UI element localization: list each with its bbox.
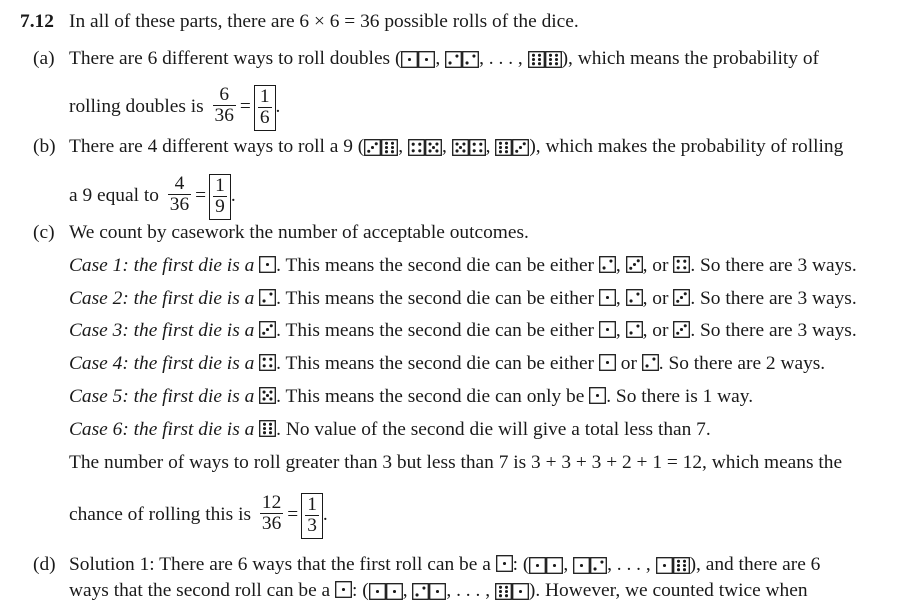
part-b-text1: There are 4 different ways to roll a 9 (	[69, 136, 365, 157]
die-face-1-icon	[418, 51, 435, 68]
die-icon	[673, 255, 690, 276]
die-icon	[599, 288, 616, 309]
dice-pair	[656, 555, 690, 579]
case-6: Case 6: the first die is a . No value of the second die will give a total less than 7.	[69, 419, 711, 440]
die-face-2-icon	[462, 51, 479, 68]
die-face-1-icon	[386, 583, 403, 600]
ellipsis: , . . . ,	[446, 580, 495, 601]
die-face-1-icon	[599, 354, 616, 371]
die-icon	[626, 288, 643, 309]
die-icon	[259, 386, 276, 407]
die-face-2-icon	[626, 321, 643, 338]
die-icon	[335, 580, 352, 601]
case-3-label: Case 3: the first die is a	[69, 320, 255, 341]
die-face-6-icon	[495, 139, 512, 156]
part-c-final: chance of rolling this is $\frac{12}{36}$ = $\frac{1}{3}$ .	[69, 493, 328, 539]
die-face-3-icon	[259, 321, 276, 338]
die-face-5-icon	[425, 139, 442, 156]
die-face-2-icon	[590, 557, 607, 574]
die-face-1-icon	[259, 256, 276, 273]
die-face-1-icon	[335, 581, 352, 598]
die-face-3-icon	[512, 139, 529, 156]
die-face-2-icon	[626, 289, 643, 306]
die-icon	[626, 255, 643, 276]
die-icon	[259, 419, 276, 440]
die-icon	[673, 288, 690, 309]
die-face-3-icon	[673, 289, 690, 306]
die-face-2-icon	[259, 289, 276, 306]
die-face-4-icon	[259, 354, 276, 371]
part-c-summary: The number of ways to roll greater than 3 but less than 7 is 3 + 3 + 3 + 2 + 1 = 12, which means the	[69, 452, 843, 473]
die-icon	[589, 386, 606, 407]
problem-intro: In all of these parts, there are 6 × 6 = 36 possible rolls of the dice.	[69, 11, 579, 32]
die-face-1-icon	[401, 51, 418, 68]
part-a-label: (a)	[33, 48, 55, 69]
case-6-label: Case 6: the first die is a	[69, 419, 255, 440]
part-a-fraction: $\frac{6}{36}$	[214, 84, 234, 126]
die-icon	[259, 255, 276, 276]
case-3: Case 3: the first die is a . This means the second die can be either , , or . So there are 3 ways.	[69, 320, 857, 341]
part-a-text3: rolling doubles is	[69, 95, 204, 117]
die-icon	[259, 353, 276, 374]
die-face-2-icon	[642, 354, 659, 371]
part-b-line1	[69, 135, 843, 161]
case-4-label: Case 4: the first die is a	[69, 353, 255, 374]
die-face-3-icon	[673, 321, 690, 338]
die-face-1-icon	[529, 557, 546, 574]
part-b-line2: a 9 equal to $\frac{4}{36}$ = $\frac{1}{9}$ .	[69, 174, 236, 220]
die-icon	[642, 353, 659, 374]
part-b-answer-box: $\frac{1}{9}$	[209, 174, 231, 220]
case-5-label: Case 5: the first die is a	[69, 386, 255, 407]
die-face-4-icon	[408, 139, 425, 156]
part-a-text1: There are 6 different ways to roll doubles (	[69, 48, 402, 69]
part-c-fraction: $\frac{12}{36}$	[261, 492, 282, 534]
case-4: Case 4: the first die is a . This means the second die can be either or . So there are 2 ways.	[69, 353, 826, 374]
die-face-2-icon	[599, 256, 616, 273]
die-face-6-icon	[528, 51, 545, 68]
ellipsis: , . . . ,	[479, 48, 528, 69]
die-face-1-icon	[573, 557, 590, 574]
part-c-label: (c)	[33, 222, 55, 243]
case-1-label: Case 1: the first die is a	[69, 255, 255, 276]
die-icon	[599, 320, 616, 341]
part-b-fraction: $\frac{4}{36}$	[169, 173, 190, 215]
die-icon	[626, 320, 643, 341]
die-icon	[496, 554, 513, 575]
die-face-1-icon	[656, 557, 673, 574]
die-face-1-icon	[546, 557, 563, 574]
part-b-text2: ), which makes the probability of rolling	[529, 136, 844, 157]
die-face-3-icon	[626, 256, 643, 273]
die-face-6-icon	[495, 583, 512, 600]
die-face-6-icon	[259, 420, 276, 437]
doubles-dice-list: , , . . . ,	[401, 48, 561, 69]
die-icon	[599, 255, 616, 276]
dice-pair	[528, 49, 562, 73]
die-icon	[673, 320, 690, 341]
part-b-label: (b)	[33, 136, 56, 157]
part-c-intro: We count by casework the number of acceptable outcomes.	[69, 222, 529, 243]
die-face-1-icon	[429, 583, 446, 600]
die-face-3-icon	[364, 139, 381, 156]
die-face-1-icon	[589, 387, 606, 404]
die-face-5-icon	[452, 139, 469, 156]
case-2-label: Case 2: the first die is a	[69, 288, 255, 309]
die-face-1-icon	[599, 289, 616, 306]
dice-pair	[495, 137, 529, 161]
case-2: Case 2: the first die is a . This means the second die can be either , , or . So there are 3 ways.	[69, 288, 857, 309]
dice-pair	[452, 137, 486, 161]
case-5: Case 5: the first die is a . This means the second die can only be . So there is 1 way.	[69, 386, 754, 407]
part-a-line2: rolling doubles is $\frac{6}{36}$ = $\frac{1}{6}$ .	[69, 85, 280, 131]
part-a-text2: ), which means the probability of	[561, 48, 819, 69]
die-face-6-icon	[545, 51, 562, 68]
case-1: Case 1: the first die is a . This means the second die can be either , , or . So there are 3 ways.	[69, 255, 857, 276]
die-face-1-icon	[599, 321, 616, 338]
part-d-line2: ways that the second roll can be a : ( , , . . . , ). However, we counted twice when	[69, 579, 808, 605]
problem-number: 7.12	[20, 11, 54, 32]
nine-dice-list: , , ,	[364, 136, 529, 157]
part-c-answer-box: $\frac{1}{3}$	[301, 493, 323, 539]
dice-pair	[495, 581, 529, 605]
die-face-6-icon	[673, 557, 690, 574]
die-face-6-icon	[381, 139, 398, 156]
problem-header	[20, 10, 54, 34]
part-b-text3: a 9 equal to	[69, 184, 159, 206]
dice-pair	[445, 49, 479, 73]
die-icon	[259, 288, 276, 309]
die-face-1-icon	[369, 583, 386, 600]
part-d-line1: Solution 1: There are 6 ways that the first roll can be a : ( , , . . . , ), and there are 6	[69, 553, 820, 579]
die-face-2-icon	[412, 583, 429, 600]
die-face-4-icon	[469, 139, 486, 156]
dice-pair	[369, 581, 403, 605]
die-face-1-icon	[496, 555, 513, 572]
dice-pair	[364, 137, 398, 161]
die-face-4-icon	[673, 256, 690, 273]
die-face-5-icon	[259, 387, 276, 404]
part-a-answer-box: $\frac{1}{6}$	[254, 85, 276, 131]
dice-pair	[401, 49, 435, 73]
ellipsis: , . . . ,	[607, 554, 656, 575]
part-a-line1	[69, 47, 819, 73]
part-d-label: (d)	[33, 554, 56, 575]
dice-pair	[529, 555, 563, 579]
dice-pair	[573, 555, 607, 579]
die-icon	[599, 353, 616, 374]
dice-pair	[412, 581, 446, 605]
die-icon	[259, 320, 276, 341]
die-face-2-icon	[445, 51, 462, 68]
dice-pair	[408, 137, 442, 161]
die-face-1-icon	[512, 583, 529, 600]
